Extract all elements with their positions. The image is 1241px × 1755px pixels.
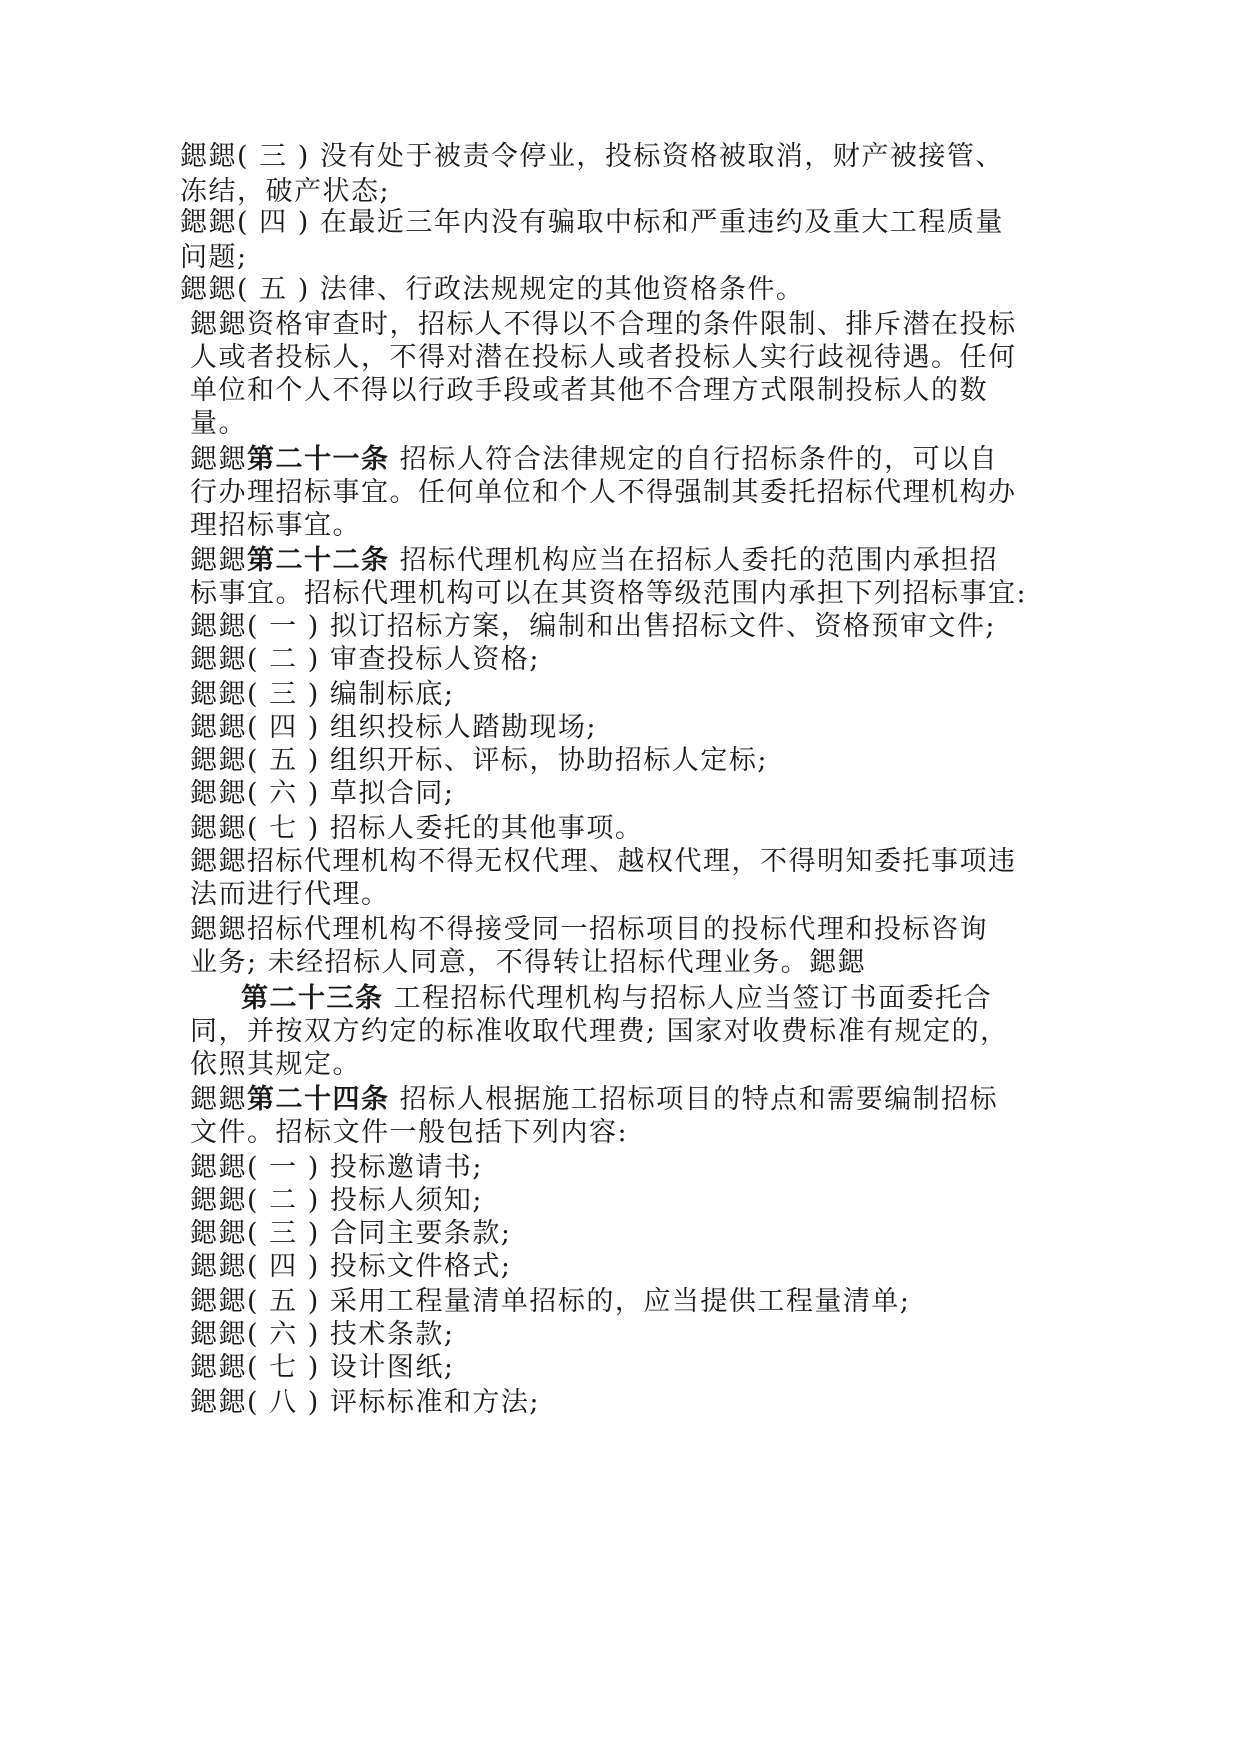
article-heading: 第二十一条 (247, 444, 390, 475)
article-heading: 第二十四条 (247, 1084, 390, 1115)
article-line (190, 442, 998, 478)
text-line: 鍶鍶( 四 ) 组织投标人踏勘现场; (190, 712, 597, 743)
text-line: 问题; (180, 242, 248, 273)
text-line: 鍶鍶( 四 ) 投标文件格式; (190, 1251, 512, 1282)
article-text: 招标人符合法律规定的自行招标条件的，可以自 (389, 444, 999, 475)
article-text: 招标代理机构应当在招标人委托的范围内承担招 (389, 545, 999, 576)
text-line: 标事宜。招标代理机构可以在其资格等级范围内承担下列招标事宜: (190, 578, 1028, 609)
text-line: 鍶鍶( 五 ) 组织开标、评标，协助招标人定标; (190, 745, 768, 776)
text-line: 鍶鍶( 二 ) 审查投标人资格; (190, 644, 540, 675)
article-heading: 第二十二条 (247, 545, 390, 576)
text-line: 鍶鍶( 六 ) 技术条款; (190, 1319, 455, 1350)
text-line: 鍶鍶招标代理机构不得无权代理、越权代理，不得明知委托事项违 (190, 846, 1017, 877)
indent-glyphs: 鍶鍶 (190, 444, 247, 475)
text-line: 鍶鍶( 六 ) 草拟合同; (190, 778, 455, 809)
text-line: 鍶鍶( 五 ) 法律、行政法规规定的其他资格条件。 (180, 274, 805, 305)
article-line (190, 543, 998, 579)
text-line: 鍶鍶( 七 ) 招标人委托的其他事项。 (190, 813, 644, 844)
article-line (190, 1082, 998, 1118)
text-line: 业务; 未经招标人同意，不得转让招标代理业务。鍶鍶 (190, 947, 867, 978)
indent-glyphs: 鍶鍶 (190, 545, 247, 576)
text-line: 鍶鍶( 八 ) 评标标准和方法; (190, 1387, 540, 1418)
text-line: 同，并按双方约定的标准收取代理费; 国家对收费标准有规定的， (190, 1016, 1009, 1047)
text-line: 单位和个人不得以行政手段或者其他不合理方式限制投标人的数 (190, 375, 988, 406)
text-line: 鍶鍶( 三 ) 编制标底; (190, 679, 455, 710)
text-line: 鍶鍶( 一 ) 拟订招标方案，编制和出售招标文件、资格预审文件; (190, 611, 996, 642)
text-line: 鍶鍶( 三 ) 没有处于被责令停业，投标资格被取消，财产被接管、 (180, 141, 1004, 172)
text-line: 行办理招标事宜。任何单位和个人不得强制其委托招标代理机构办 (190, 477, 1017, 508)
text-line: 法而进行代理。 (190, 879, 390, 910)
text-line: 文件。招标文件一般包括下列内容: (190, 1117, 629, 1148)
indent-glyphs: 鍶鍶 (190, 1084, 247, 1115)
text-line: 冻结，破产状态; (180, 176, 391, 207)
text-line: 量。 (190, 408, 247, 439)
article-text: 招标人根据施工招标项目的特点和需要编制招标 (389, 1084, 999, 1115)
article-line (241, 981, 992, 1017)
text-line: 鍶鍶( 二 ) 投标人须知; (190, 1185, 483, 1216)
article-heading: 第二十三条 (241, 983, 384, 1014)
text-line: 依照其规定。 (190, 1049, 361, 1080)
text-line: 鍶鍶( 一 ) 投标邀请书; (190, 1152, 483, 1183)
text-line: 鍶鍶( 七 ) 设计图纸; (190, 1352, 455, 1383)
article-text: 工程招标代理机构与招标人应当签订书面委托合 (383, 983, 993, 1014)
text-line: 鍶鍶( 四 ) 在最近三年内没有骗取中标和严重违约及重大工程质量 (180, 207, 1004, 238)
text-line: 人或者投标人，不得对潜在投标人或者投标人实行歧视待遇。任何 (190, 342, 1017, 373)
text-line: 鍶鍶资格审查时，招标人不得以不合理的条件限制、排斥潜在投标 (190, 309, 1017, 340)
text-line: 鍶鍶( 三 ) 合同主要条款; (190, 1218, 512, 1249)
text-line: 鍶鍶招标代理机构不得接受同一招标项目的投标代理和投标咨询 (190, 914, 988, 945)
text-line: 理招标事宜。 (190, 510, 361, 541)
text-line: 鍶鍶( 五 ) 采用工程量清单招标的，应当提供工程量清单; (190, 1286, 911, 1317)
